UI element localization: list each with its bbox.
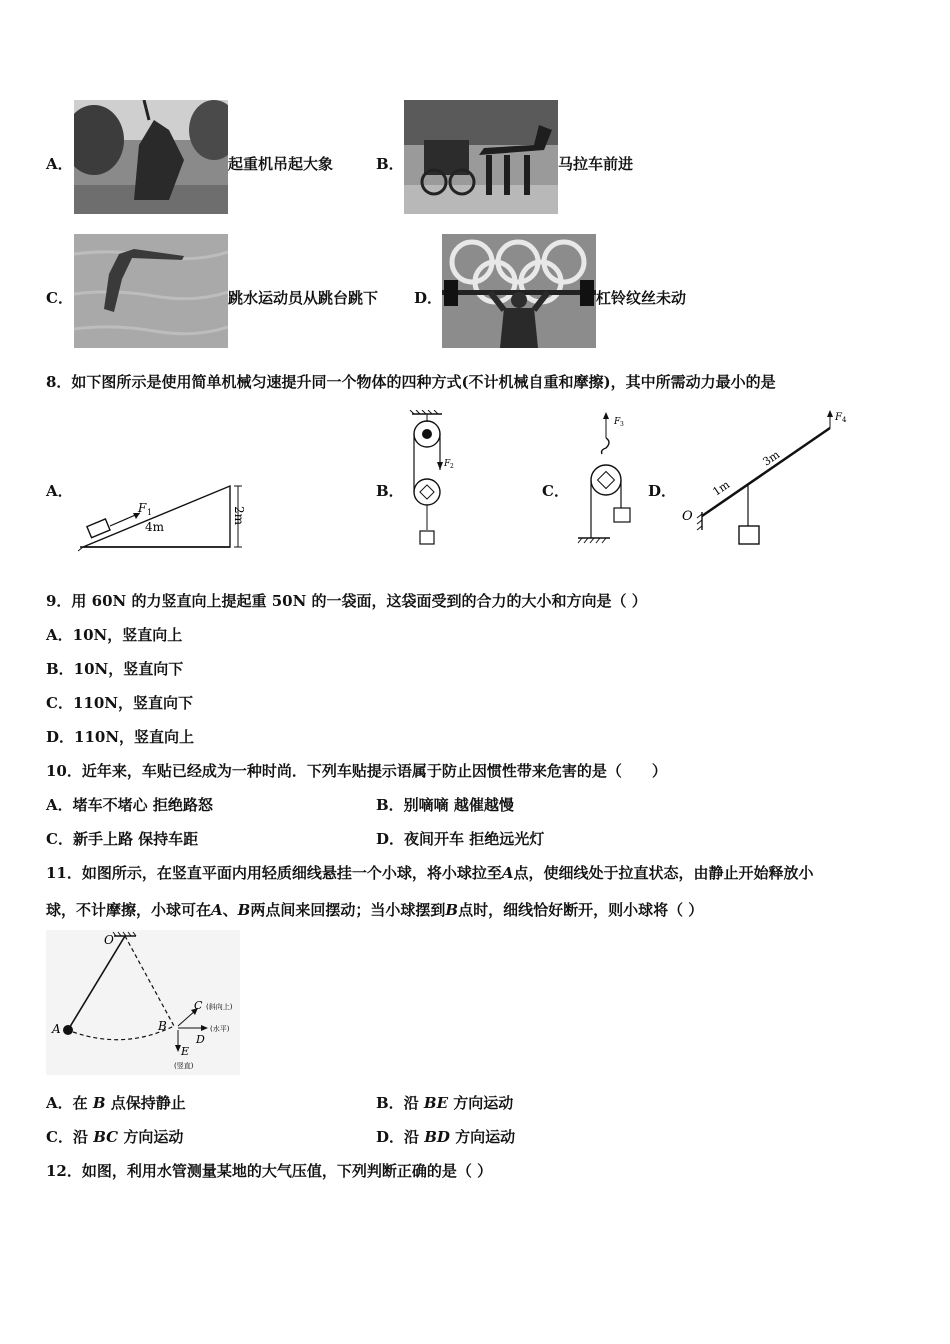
point-e-label: E xyxy=(181,1045,190,1058)
q7-option-c-text: 跳水运动员从跳台跳下 xyxy=(228,289,379,307)
q9-option-c: C．110N，竖直向下 xyxy=(46,694,193,712)
f2-subscript: 2 xyxy=(450,463,454,470)
point-a-label: A xyxy=(52,1022,61,1036)
f1-subscript: 1 xyxy=(147,508,153,517)
weightlifter-photo xyxy=(442,234,596,348)
pendulum-diagram xyxy=(46,930,240,1075)
q9-option-b: B．10N，竖直向下 xyxy=(46,660,184,678)
q10-option-b: B．别嘀嘀 越催越慢 xyxy=(376,796,514,814)
point-b-label: B xyxy=(158,1019,167,1033)
q11-option-a: A．在 B 点保持静止 xyxy=(46,1094,186,1112)
d-note: (水平) xyxy=(210,1025,230,1033)
q7-option-c-label: C． xyxy=(46,289,73,307)
q8-option-a-label: A． xyxy=(46,482,73,500)
q7-option-a-label: A． xyxy=(46,155,73,173)
incline-diagram xyxy=(78,476,248,552)
incline-length-label: 4m xyxy=(145,520,165,534)
q10-stem: 10．近年来，车贴已经成为一种时尚．下列车贴提示语属于防止因惯性带来危害的是（ ） xyxy=(46,762,667,780)
q11-stem-line2: 球，不计摩擦，小球可在A、B两点间来回摆动；当小球摆到B点时，细线恰好断开，则小球将（ ） xyxy=(46,901,704,919)
q8-stem: 8．如下图所示是使用简单机械匀速提升同一个物体的四种方式(不计机械自重和摩擦)，其中所需动力最小的是 xyxy=(46,373,776,391)
e-note: (竖直) xyxy=(174,1062,194,1070)
horse-carriage-photo xyxy=(404,100,558,214)
q10-option-c: C．新手上路 保持车距 xyxy=(46,830,199,848)
f1-label: F xyxy=(138,501,147,515)
q7-option-a-text: 起重机吊起大象 xyxy=(228,155,334,173)
pivot-label: O xyxy=(682,509,693,524)
q11-stem-line1: 11．如图所示，在竖直平面内用轻质细线悬挂一个小球，将小球拉至A点，使细线处于拉直状态，由静止开始释放小 xyxy=(46,864,814,882)
point-c-label: C xyxy=(194,999,203,1012)
q11-option-c: C．沿 BC 方向运动 xyxy=(46,1128,184,1146)
q10-option-a: A．堵车不堵心 拒绝路怒 xyxy=(46,796,213,814)
q10-option-d: D．夜间开车 拒绝远光灯 xyxy=(376,830,545,848)
q9-option-a: A．10N，竖直向上 xyxy=(46,626,183,644)
pulley-block-diagram xyxy=(398,410,468,550)
lever-seg1-label: 1m xyxy=(710,477,733,499)
q9-stem: 9．用 60N 的力竖直向上提起重 50N 的一袋面，这袋面受到的合力的大小和方向是（ ） xyxy=(46,592,647,610)
f3-label: F xyxy=(614,417,621,427)
q8-option-b-label: B． xyxy=(376,482,404,500)
q8-option-c-label: C． xyxy=(542,482,569,500)
q7-option-b-label: B． xyxy=(376,155,404,173)
point-o-label: O xyxy=(104,933,114,947)
point-d-label: D xyxy=(196,1033,205,1046)
q7-option-d-label: D． xyxy=(414,289,443,307)
q7-option-d-text: 杠铃纹丝未动 xyxy=(596,289,687,307)
lever-diagram xyxy=(680,408,850,548)
q11-option-d: D．沿 BD 方向运动 xyxy=(376,1128,516,1146)
diver-photo xyxy=(74,234,228,348)
f3-subscript: 3 xyxy=(620,421,624,428)
q12-stem: 12．如图，利用水管测量某地的大气压值，下列判断正确的是（ ） xyxy=(46,1162,493,1180)
elephant-crane-photo xyxy=(74,100,228,214)
q8-option-d-label: D． xyxy=(648,482,677,500)
incline-height-label: 2m xyxy=(232,506,246,526)
lever-seg2-label: 3m xyxy=(760,447,783,469)
f4-label: F xyxy=(835,412,842,423)
c-note: (斜向上) xyxy=(206,1003,233,1011)
f4-subscript: 4 xyxy=(842,416,847,424)
f2-label: F xyxy=(444,459,451,469)
q11-option-b: B．沿 BE 方向运动 xyxy=(376,1094,514,1112)
movable-pulley-diagram xyxy=(570,410,650,550)
q7-option-b-text: 马拉车前进 xyxy=(558,155,634,173)
q9-option-d: D．110N，竖直向上 xyxy=(46,728,195,746)
